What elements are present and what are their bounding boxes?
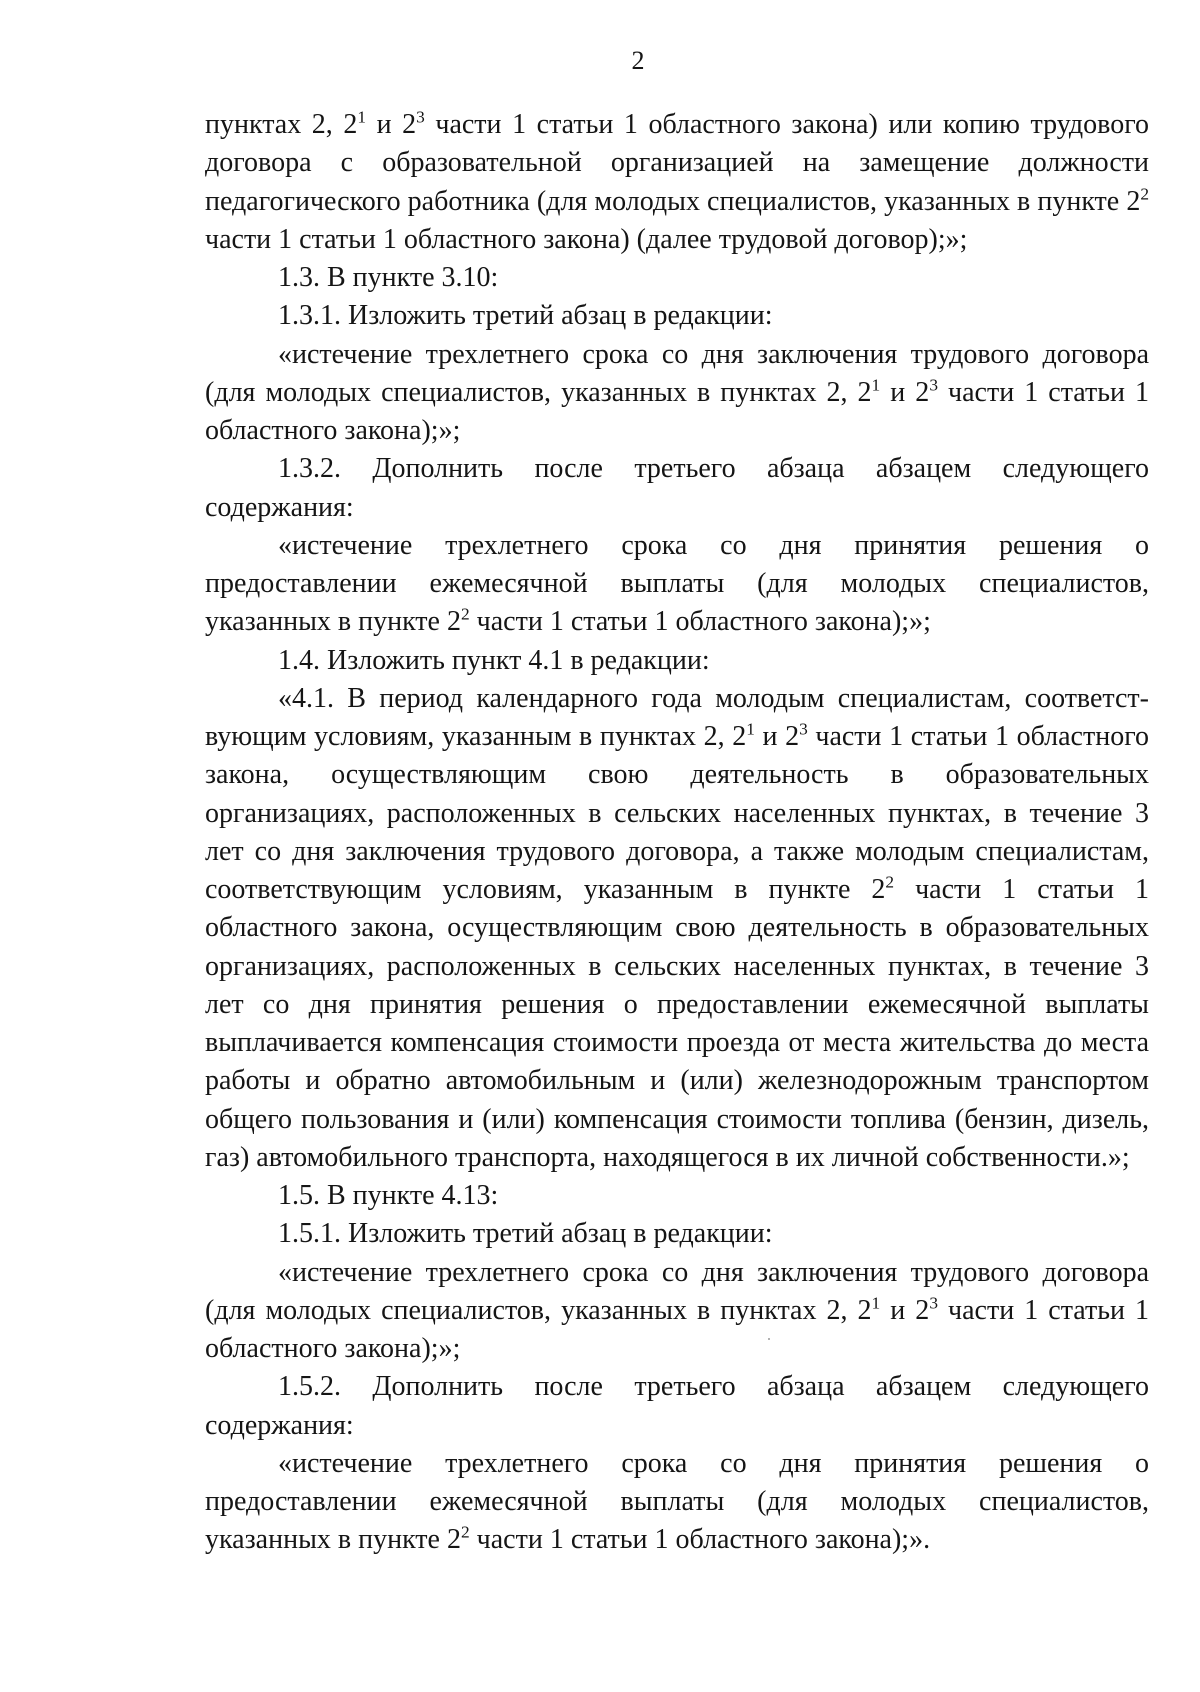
paragraph-clause-1-4: 1.4. Изложить пункт 4.1 в редакции: <box>278 644 710 676</box>
paragraph-quote-1-3-1: «истечение трехлетнего срока со дня заключения трудового договора (для молодых специалистов, указанных в пунктах 2, $2^1$ и $2^3$ части 1 статьи 1 областного закона);»; <box>205 338 1150 446</box>
paragraph-quote-1-3-2: «истечение трехлетнего срока со дня принятия решения о предоставлении ежемесячной выплаты (для молодых специалистов, указанных в пункте $2^2$ части 1 статьи 1 областного закона);»; <box>205 529 1149 638</box>
paragraph-clause-1-5: 1.5. В пункте 4.13: <box>278 1180 499 1211</box>
page-number: 2 <box>631 46 645 75</box>
paragraph-clause-1-5-2: 1.5.2. Дополнить после третьего абзаца абзацем следующего содержания: <box>205 1371 1149 1441</box>
paragraph-continuation: пунктах 2, $2^1$ и $2^3$ части 1 статьи 1 областного закона) или копию трудового договора с образовательной организацией на замещение должности педагогического работника (для молодых специалистов, указанных в пункте $2^2$ части 1 статьи 1 областного закона) (далее трудовой договор);»; <box>205 107 1149 255</box>
paragraph-clause-1-3-1: 1.3.1. Изложить третий абзац в редакции: <box>278 300 773 332</box>
paragraph-clause-1-3-2: 1.3.2. Дополнить после третьего абзаца абзацем следующего содержания: <box>205 453 1149 523</box>
paragraph-quote-1-5-1: «истечение трехлетнего срока со дня заключения трудового договора (для молодых специалистов, указанных в пунктах 2, $2^1$ и $2^3$ части 1 статьи 1 областного закона);»; <box>205 1256 1150 1364</box>
paragraph-clause-1-5-1: 1.5.1. Изложить третий абзац в редакции: <box>278 1218 773 1250</box>
paragraph-quote-1-5-2: «истечение трехлетнего срока со дня принятия решения о предоставлении ежемесячной выплаты (для молодых специалистов, указанных в пункте $2^2$ части 1 статьи 1 областного закона);». <box>205 1447 1149 1556</box>
scan-speck <box>768 1338 770 1340</box>
document-body <box>205 106 1149 1560</box>
paragraph-clause-1-3: 1.3. В пункте 3.10: <box>278 262 499 293</box>
paragraph-quote-4-1: «4.1. В период календарного года молодым специалистам, соответствующим условиям, указанным в пунктах 2, $2^1$ и $2^3$ части 1 статьи 1 областного закона, осуществляющим свою деятельность в образовательных организациях, расположенных в сельских населенных пунктах, в течение 3 лет со дня заключения трудового договора, а также молодым специалистам, соответствующим условиям, указанным в пункте $2^2$ части 1 статьи 1 областного закона, осуществляющим свою деятельность в образовательных организациях, расположенных в сельских населенных пунктах, в течение 3 лет со дня принятия решения о предоставлении ежемесячной выплаты выплачивается компенсация стоимости проезда от места жительства до места работы и обратно автомобильным и (или) железнодорожным транспортом общего пользования и (или) компенсация стоимости топлива (бензин, дизель, газ) автомобильного транспорта, находящегося в их личной собственности.»; <box>205 682 1149 1173</box>
